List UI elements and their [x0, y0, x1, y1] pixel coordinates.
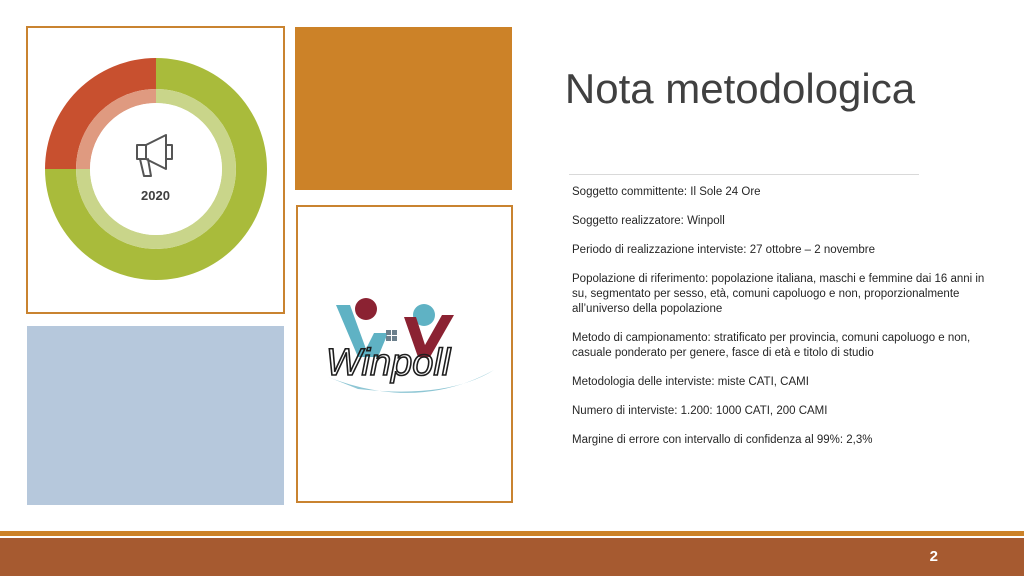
- logo-panel: [296, 205, 513, 503]
- methodology-item: Metodo di campionamento: stratificato per provincia, comuni capoluogo e non, casuale ponderato per genere, fasce di età e titolo di studio: [572, 332, 971, 359]
- methodology-item: Margine di errore con intervallo di confidenza al 99%: 2,3%: [572, 434, 873, 446]
- title-divider: [569, 174, 919, 175]
- logo-window-icon: [386, 330, 397, 341]
- methodology-text: [572, 185, 992, 462]
- donut-hole: [90, 103, 222, 235]
- page-number: 2: [929, 548, 938, 565]
- blue-decor-block: [27, 326, 284, 505]
- year-label: 2020: [141, 188, 170, 203]
- logo-head-red: [355, 298, 377, 320]
- footer-bar: [0, 538, 1024, 576]
- footer-accent-line: [0, 531, 1024, 536]
- logo-wordmark: Winpoll: [326, 342, 451, 384]
- methodology-item: Soggetto committente: Il Sole 24 Ore: [572, 186, 761, 198]
- methodology-item: Metodologia delle interviste: miste CATI, CAMI: [572, 376, 809, 388]
- donut-chart: [28, 28, 283, 312]
- winpoll-logo: [298, 207, 511, 501]
- methodology-item: Numero di interviste: 1.200: 1000 CATI, 200 CAMI: [572, 405, 828, 417]
- slide-title: Nota metodologica: [564, 65, 916, 112]
- methodology-item: Periodo di realizzazione interviste: 27 ottobre – 2 novembre: [572, 244, 876, 256]
- donut-panel: [26, 26, 285, 314]
- orange-decor-block: [295, 27, 512, 190]
- methodology-item: Popolazione di riferimento: popolazione italiana, maschi e femmine dai 16 anni in su, segmentato per sesso, età, comuni capoluogo e non, proporzionalmente all’universo della popolazione: [572, 273, 985, 315]
- methodology-item: Soggetto realizzatore: Winpoll: [572, 215, 725, 227]
